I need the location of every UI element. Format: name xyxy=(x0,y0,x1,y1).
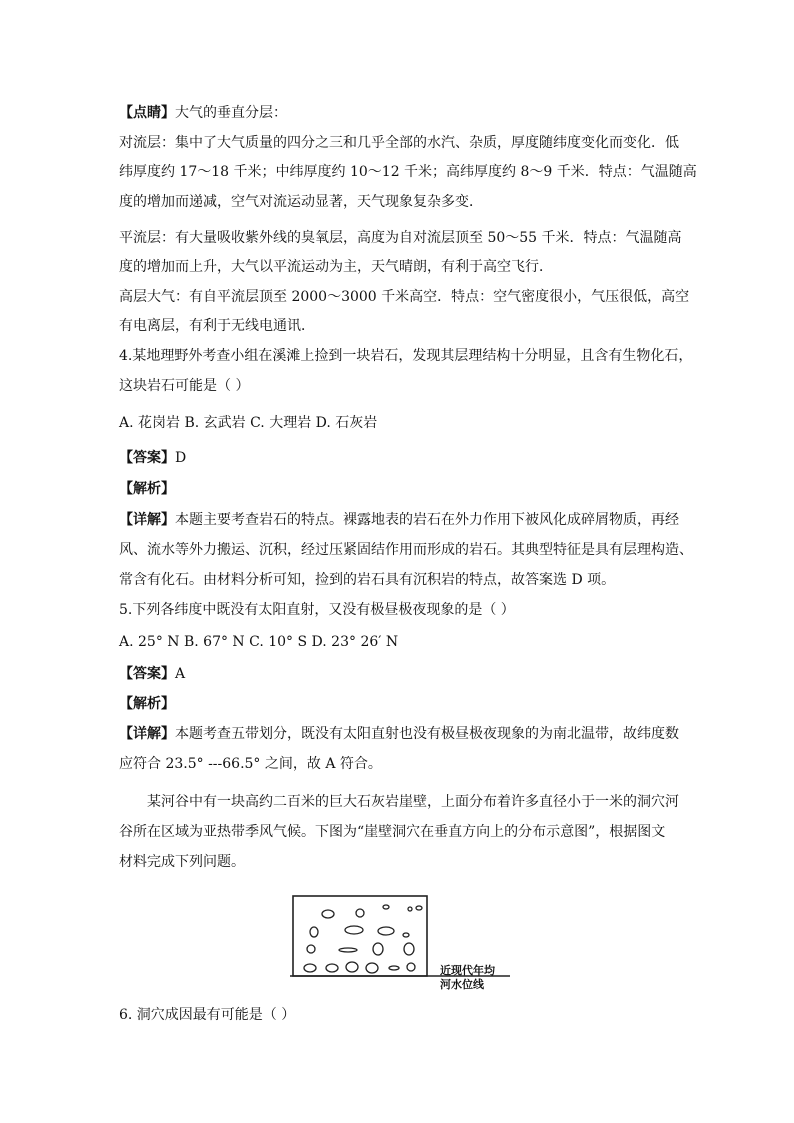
text-segment: 高层大气：有自平流层顶至 2000～3000 千米高空．特点：空气密度很小，气压很低，高空 xyxy=(119,289,690,305)
text-segment: 4.某地理野外考查小组在溪滩上捡到一块岩石，发现其层理结构十分明显，且含有生物化石， xyxy=(119,348,693,364)
text-line xyxy=(119,632,398,652)
text-segment: A. 25° N B. 67° N C. 10° S D. 23° 26′ N xyxy=(119,634,399,650)
text-segment: 5.下列各纬度中既没有太阳直射，又没有极昼极夜现象的是（ ） xyxy=(119,602,515,618)
text-line xyxy=(119,852,245,872)
text-segment: 纬厚度约 17～18 千米；中纬厚度约 10～12 千米；高纬厚度约 8～9 千米．特点：气温随高 xyxy=(119,164,697,180)
text-segment: 某河谷中有一块高约二百米的巨大石灰岩崖壁，上面分布着许多直径小于一米的洞穴河 xyxy=(147,794,679,810)
text-line xyxy=(119,510,679,530)
text-line xyxy=(119,754,382,774)
text-line xyxy=(119,600,515,620)
cave xyxy=(356,909,364,917)
text-line xyxy=(119,257,553,277)
text-line xyxy=(119,103,287,123)
text-segment: 本题主要考查岩石的特点。裸露地表的岩石在外力作用下被风化成碎屑物质，再经 xyxy=(175,512,679,528)
section-marker: 【详解】 xyxy=(119,726,175,742)
text-line xyxy=(119,228,682,248)
text-segment: 对流层：集中了大气质量的四分之三和几乎全部的水汽、杂质，厚度随纬度变化而变化．低 xyxy=(119,135,679,151)
text-segment: 这块岩石可能是（ ） xyxy=(119,378,250,394)
section-marker: 【答案】 xyxy=(119,666,175,682)
cave xyxy=(407,963,415,971)
text-segment: 本题考查五带划分，既没有太阳直射也没有极昼极夜现象的为南北温带，故纬度数 xyxy=(175,726,679,742)
cave xyxy=(389,966,399,970)
text-line xyxy=(119,724,679,744)
cave xyxy=(310,927,318,937)
section-marker: 【点睛】 xyxy=(119,105,175,121)
water-level-label-1: 近现代年均 xyxy=(440,964,495,977)
cave xyxy=(416,906,422,910)
text-line xyxy=(119,570,615,590)
section-marker: 【解析】 xyxy=(119,481,175,497)
cliff-cave-diagram xyxy=(290,893,510,993)
water-level-label-2: 河水位线 xyxy=(440,978,484,991)
text-segment: 材料完成下列问题。 xyxy=(119,854,245,870)
text-segment: 平流层：有大量吸收紫外线的臭氧层，高度为自对流层顶至 50～55 千米．特点：气温随高 xyxy=(119,230,682,246)
cave xyxy=(346,962,358,972)
text-line xyxy=(119,822,665,842)
text-segment: 谷所在区域为亚热带季风气候。下图为“崖壁洞穴在垂直方向上的分布示意图”，根据图文 xyxy=(119,824,666,840)
cave xyxy=(345,926,363,934)
text-line xyxy=(119,287,689,307)
text-line xyxy=(119,479,175,499)
cave xyxy=(373,943,383,955)
caves xyxy=(304,905,422,973)
text-line xyxy=(119,133,679,153)
text-segment: D xyxy=(175,450,187,466)
text-segment: 风、流水等外力搬运、沉积，经过压紧固结作用而形成的岩石。其典型特征是具有层理构造、 xyxy=(119,542,693,558)
text-line xyxy=(119,448,186,468)
text-line xyxy=(119,346,692,366)
section-marker: 【答案】 xyxy=(119,450,175,466)
cave xyxy=(339,948,357,952)
text-line xyxy=(119,413,377,433)
section-marker: 【解析】 xyxy=(119,696,175,712)
cave xyxy=(304,964,316,972)
text-segment: A xyxy=(175,666,186,682)
section-marker: 【详解】 xyxy=(119,512,175,528)
cave xyxy=(404,943,414,955)
text-line xyxy=(119,376,249,396)
text-line xyxy=(119,192,483,212)
text-line xyxy=(119,1005,295,1025)
text-segment: 应符合 23.5° ---66.5° 之间，故 A 符合。 xyxy=(119,756,382,772)
text-segment: 常含有化石。由材料分析可知，捡到的岩石具有沉积岩的特点，故答案选 D 项。 xyxy=(119,572,616,588)
text-line xyxy=(119,162,697,182)
text-line xyxy=(119,316,315,336)
cave xyxy=(408,907,412,911)
cave xyxy=(307,945,315,953)
text-line xyxy=(119,664,185,684)
text-line xyxy=(147,792,679,812)
cave xyxy=(403,933,409,937)
text-segment: 有电离层，有利于无线电通讯． xyxy=(119,318,315,334)
cave xyxy=(326,964,338,972)
text-segment: 度的增加而上升，大气以平流运动为主，天气晴朗，有利于高空飞行． xyxy=(119,259,553,275)
text-line xyxy=(119,694,175,714)
text-line xyxy=(119,540,693,560)
cave xyxy=(383,905,389,909)
text-segment: A. 花岗岩 B. 玄武岩 C. 大理岩 D. 石灰岩 xyxy=(119,415,378,431)
text-segment: 6. 洞穴成因最有可能是（ ） xyxy=(119,1007,296,1023)
cave xyxy=(322,910,334,918)
text-segment: 大气的垂直分层： xyxy=(175,105,287,121)
text-segment: 度的增加而递减，空气对流运动显著，天气现象复杂多变． xyxy=(119,194,483,210)
cave xyxy=(378,927,394,935)
cave xyxy=(366,963,378,973)
